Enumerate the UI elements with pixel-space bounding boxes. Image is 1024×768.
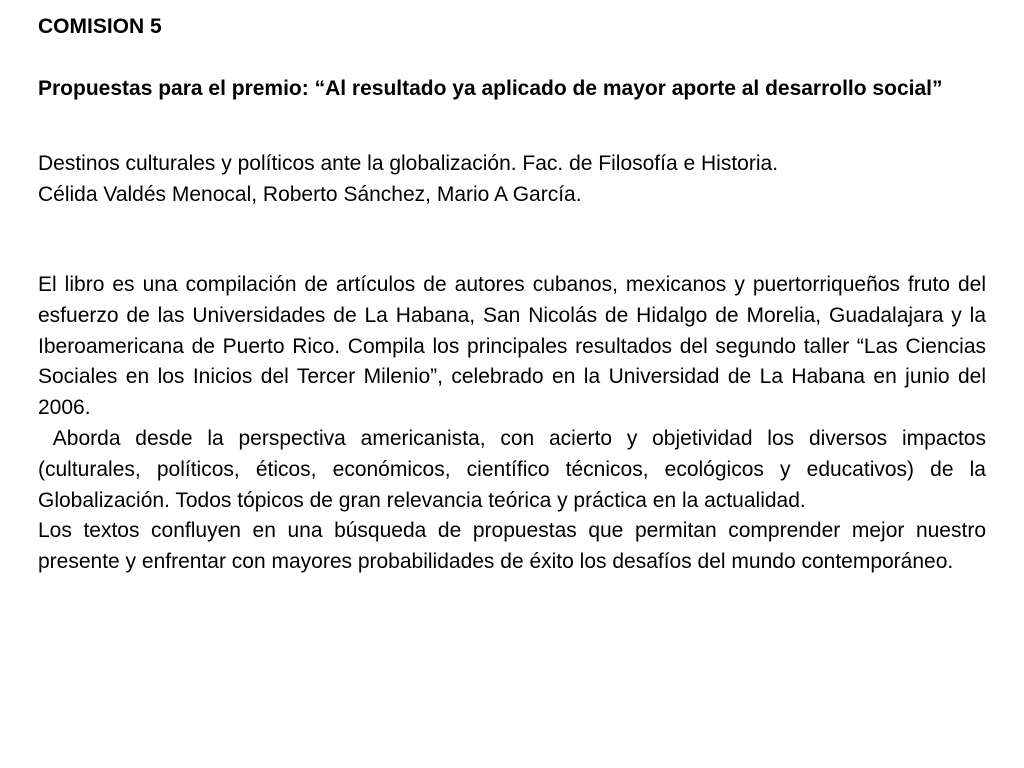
description-paragraph-3: Los textos confluyen en una búsqueda de propuestas que permitan comprender mejor nuestro presente y enfrentar con mayores probabilidades de éxito los desafíos del mundo contemporáneo. — [38, 519, 986, 574]
description-paragraph-2: Aborda desde la perspectiva americanista, con acierto y objetividad los diversos impactos (culturales, políticos, éticos, económicos, científico técnicos, ecológicos y educativos) de la Globalización. Todos tópicos de gran relevancia teórica y práctica en la actualidad. — [38, 426, 992, 512]
description-paragraph-1: El libro es una compilación de artículos de autores cubanos, mexicanos y puertorriqueños fruto del esfuerzo de las Universidades de La Habana, San Nicolás de Hidalgo de Morelia, Guadalajara y la Iberoamericana de Puerto Rico. Compila los principales resultados del segundo taller “Las Ciencias Sociales en los Inicios del Tercer Milenio”, celebrado en la Universidad de La Habana en junio del 2006. — [38, 273, 986, 420]
book-description — [38, 270, 992, 578]
book-title-line: Destinos culturales y políticos ante la globalización. Fac. de Filosofía e Historia. — [38, 152, 779, 175]
commission-heading: COMISION 5 — [38, 15, 162, 38]
award-proposal-title: Propuestas para el premio: “Al resultado ya aplicado de mayor aporte al desarrollo social” — [38, 77, 943, 100]
book-authors-line: Célida Valdés Menocal, Roberto Sánchez, Mario A García. — [38, 183, 582, 206]
book-info — [38, 148, 986, 210]
